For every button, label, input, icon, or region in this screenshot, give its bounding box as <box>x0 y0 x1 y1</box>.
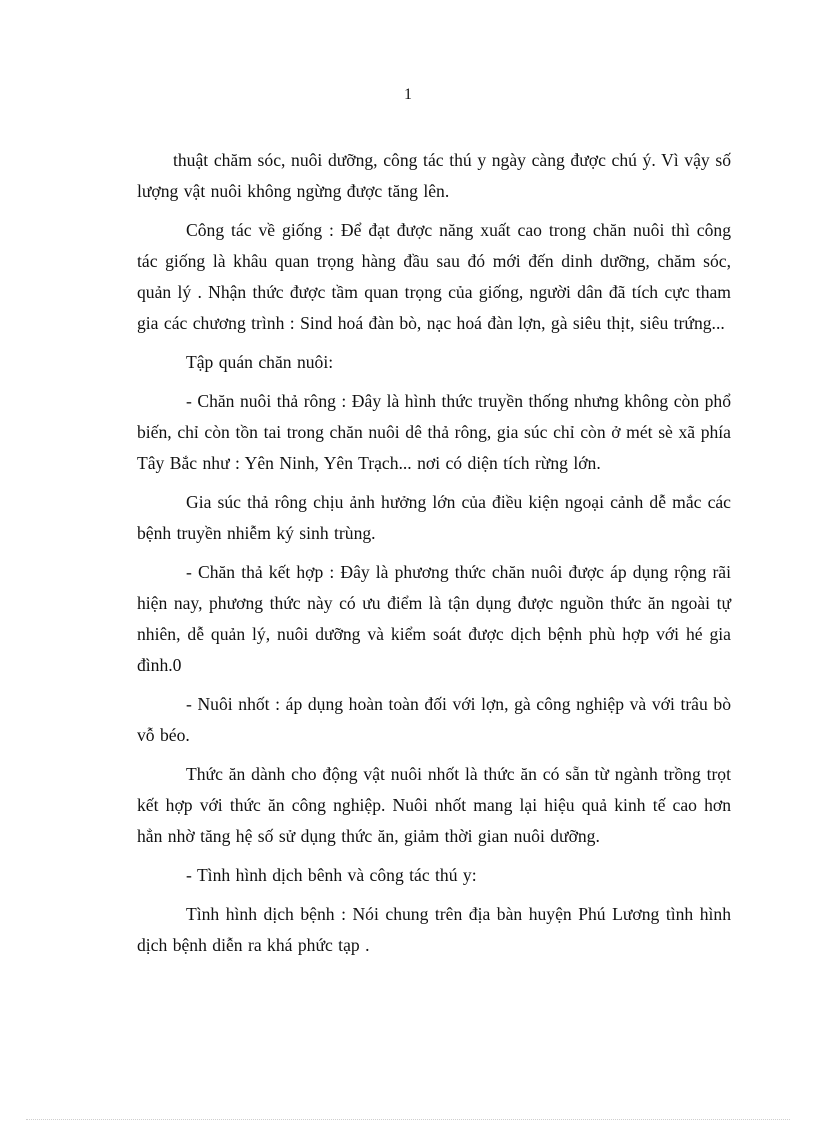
paragraph-free-range-risk: Gia súc thả rông chịu ảnh hưởng lớn của điều kiện ngoại cảnh dễ mắc các bệnh truyền nhiễm ký sinh trùng. <box>137 492 731 543</box>
paragraph-disease-heading: - Tình hình dịch bênh và công tác thú y: <box>186 865 477 885</box>
paragraph-confinement: - Nuôi nhốt : áp dụng hoàn toàn đối với lợn, gà công nghiệp và với trâu bò vỗ béo. <box>137 694 731 745</box>
paragraph-livestock-care: thuật chăm sóc, nuôi dưỡng, công tác thú y ngày càng được chú ý. Vì vậy số lượng vật nuôi không ngừng được tăng lên. <box>137 150 731 201</box>
page-bottom-divider <box>26 1119 790 1120</box>
paragraph-combined-grazing: - Chăn thả kết hợp : Đây là phương thức chăn nuôi được áp dụng rộng rãi hiện nay, phương thức này có ưu điểm là tận dụng được nguồn thức ăn ngoài tự nhiên, dễ quản lý, nuôi dưỡng và kiểm soát được dịch bệnh phù hợp với hé gia đình.0 <box>137 562 731 675</box>
paragraph-free-range: - Chăn nuôi thả rông : Đây là hình thức truyền thống nhưng không còn phổ biến, chỉ còn tồn tai trong chăn nuôi dê thả rông, gia súc chỉ còn ở mét sè xã phía Tây Bắc như : Yên Ninh, Yên Trạch... nơi có diện tích rừng lớn. <box>137 391 731 473</box>
paragraph-disease-situation: Tình hình dịch bệnh : Nói chung trên địa bàn huyện Phú Lương tình hình dịch bệnh diễn ra khá phức tạp . <box>137 904 731 955</box>
paragraph-confinement-feed: Thức ăn dành cho động vật nuôi nhốt là thức ăn có sẵn từ ngành trồng trọt kết hợp với thức ăn công nghiệp. Nuôi nhốt mang lại hiệu quả kinh tế cao hơn hẳn nhờ tăng hệ số sử dụng thức ăn, giảm thời gian nuôi dưỡng. <box>137 764 731 846</box>
paragraph-husbandry-heading: Tập quán chăn nuôi: <box>186 352 334 372</box>
page-number: 1 <box>404 86 412 103</box>
document-body <box>137 145 731 969</box>
paragraph-breeding: Công tác về giống : Để đạt được năng xuất cao trong chăn nuôi thì công tác giống là khâu quan trọng hàng đầu sau đó mới đến dinh dưỡng, chăm sóc, quản lý . Nhận thức được tầm quan trọng của giống, người dân đã tích cực tham gia các chương trình : Sind hoá đàn bò, nạc hoá đàn lợn, gà siêu thịt, siêu trứng... <box>137 220 731 333</box>
